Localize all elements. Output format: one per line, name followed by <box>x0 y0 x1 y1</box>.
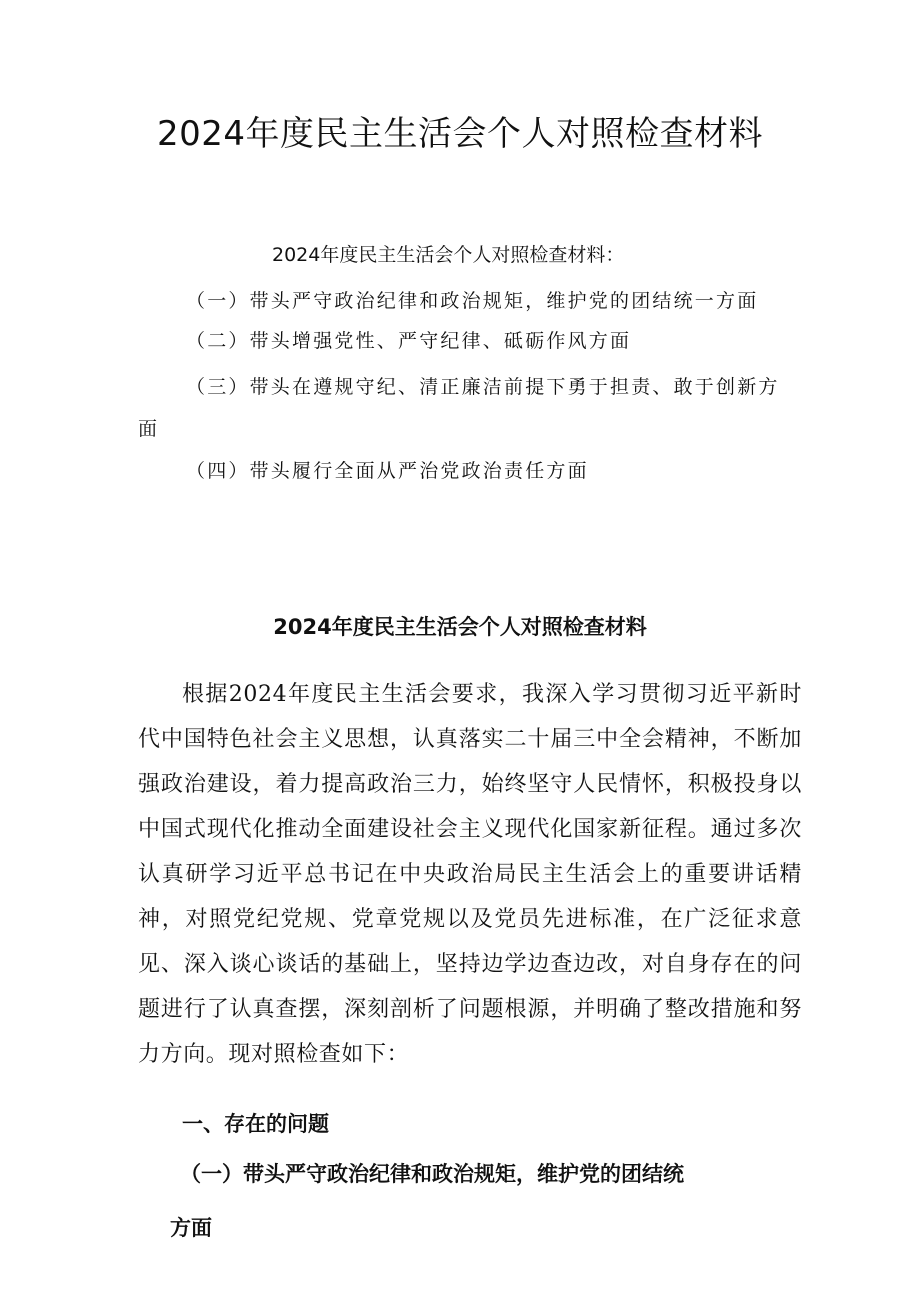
toc-item-2: （二）带头增强党性、严守纪律、砥砺作风方面 <box>186 330 632 352</box>
toc-item-1: （一）带头严守政治纪律和政治规矩，维护党的团结统一方面 <box>186 290 759 312</box>
subheading-line-2: 方面 <box>170 1216 212 1240</box>
subheading-political-discipline <box>170 1158 770 1244</box>
toc-item-3 <box>138 374 798 442</box>
toc-item-3-line-1: （三）带头在遵规守纪、清正廉洁前提下勇于担责、敢于创新方 <box>186 376 780 398</box>
document-title: 2024年度民主生活会个人对照检查材料 <box>156 114 764 154</box>
toc-item-3-line-2: 面 <box>138 418 160 440</box>
toc-heading: 2024年度民主生活会个人对照检查材料： <box>272 244 625 266</box>
section-title: 2024年度民主生活会个人对照检查材料 <box>273 615 647 639</box>
heading-existing-problems: 一、存在的问题 <box>182 1112 329 1136</box>
subheading-line-1: （一）带头严守政治纪律和政治规矩，维护党的团结统 <box>180 1162 684 1186</box>
intro-paragraph: 根据2024年度民主生活会要求，我深入学习贯彻习近平新时代中国特色社会主义思想，认真落实二十届三中全会精神，不断加强政治建设，着力提高政治三力，始终坚守人民情怀，积极投身以中国式现代化推动全面建设社会主义现代化国家新征程。通过多次认真研学习近平总书记在中央政治局民主生活会上的重要讲话精神，对照党纪党规、党章党规以及党员先进标准，在广泛征求意见、深入谈心谈话的基础上，坚持边学边查边改，对自身存在的问题进行了认真查摆，深刻剖析了问题根源，并明确了整改措施和努力方向。现对照检查如下： <box>138 682 802 1067</box>
toc-item-4: （四）带头履行全面从严治党政治责任方面 <box>186 460 589 482</box>
